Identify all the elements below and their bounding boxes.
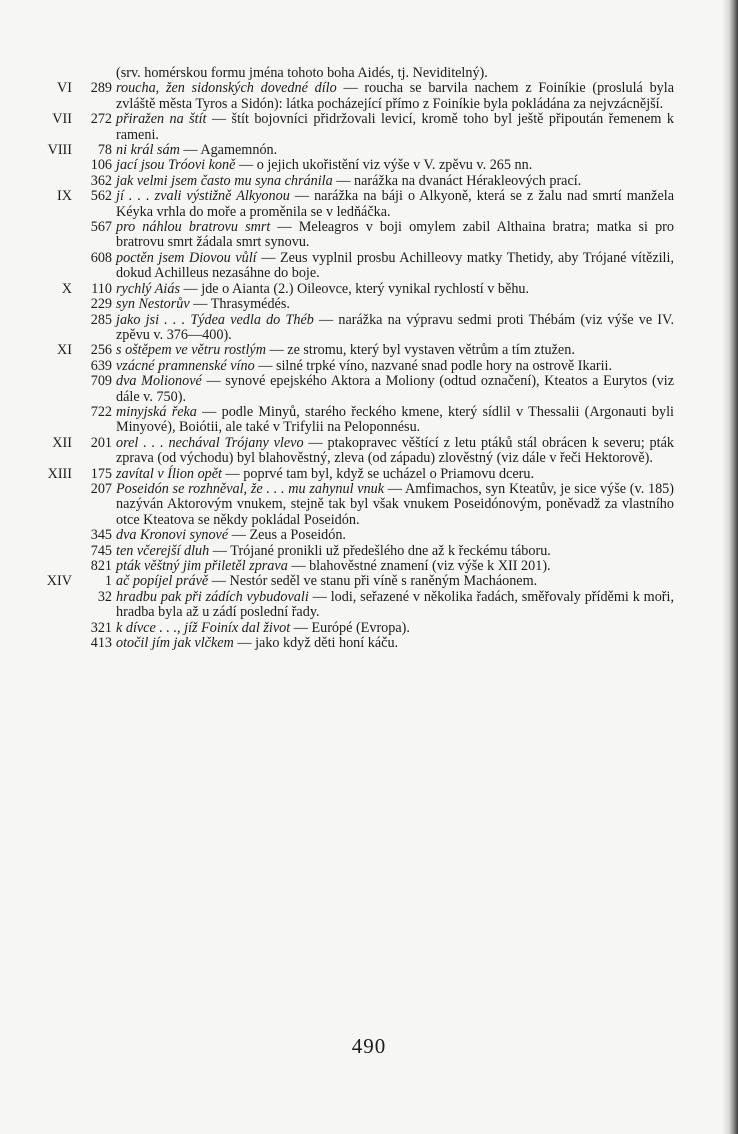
verse-number: 229 <box>90 296 112 313</box>
note-body <box>116 436 674 467</box>
note-lemma: pro náhlou bratrovu smrt <box>116 219 271 236</box>
note-text: — silné trpké víno, nazvané snad podle hory na ostrově Ikarii. <box>254 357 613 374</box>
verse-number: 821 <box>90 558 112 574</box>
note-body <box>116 574 674 589</box>
note-body <box>116 343 674 358</box>
book-number <box>26 374 72 405</box>
note-lemma: přiražen na štít <box>116 111 207 128</box>
note-lemma: k dívce . . ., jíž Foiníx dal život <box>116 619 291 636</box>
note-lemma: rychlý Aiás <box>116 280 180 297</box>
verse-number <box>76 66 112 81</box>
note-lemma: ni král sám <box>116 142 180 159</box>
note-lemma: jak velmi jsem často mu syna chránila <box>116 172 333 189</box>
note-entry <box>26 158 674 173</box>
note-body <box>116 482 674 528</box>
note-lemma: hradbu pak při zádích vybudovali <box>116 588 309 605</box>
verse-number: 362 <box>90 172 112 189</box>
note-text: — narážka na výpravu sedmi proti Thébám (viz výše ve IV. zpěvu v. 376—400). <box>116 311 674 343</box>
book-number <box>26 621 72 636</box>
book-number <box>26 482 72 528</box>
book-number <box>26 313 72 344</box>
note-text: — narážka na báji o Alkyoně, která se z žalu nad smrtí manžela Kéyka vrhla do moře a proměnila se v ledňáčka. <box>116 188 674 220</box>
note-body <box>116 544 674 559</box>
note-lemma: Poseidón se rozhněval, že . . . mu zahynul vnuk <box>116 480 385 497</box>
note-lemma: minyjská řeka <box>116 403 197 420</box>
note-body <box>116 66 674 81</box>
note-lemma: syn Nestorův <box>116 296 190 313</box>
note-text: — Meleagros v boji omylem zabil Althaina bratra; matka si pro bratrovu smrt žádala smrt synovu. <box>116 219 674 251</box>
note-lemma: pták věštný jim přiletěl zprava <box>116 558 288 574</box>
note-body <box>116 359 674 374</box>
note-entry <box>26 251 674 282</box>
verse-number: 608 <box>90 249 112 266</box>
verse-number: 289 <box>90 80 112 97</box>
verse-number: 562 <box>90 188 112 205</box>
note-entry <box>26 297 674 312</box>
verse-number: 345 <box>90 527 112 544</box>
book-number <box>26 636 72 651</box>
verse-number: 709 <box>90 373 112 390</box>
note-text: — lodi, seřazené v několika řadách, směřovaly příděmi k moři, hradba byla až u zádí poslední řady. <box>116 588 674 621</box>
note-text: — štít bojovníci přidržovali levicí, kromě toho byl ještě připoután řemenem k rameni. <box>116 111 674 143</box>
verse-number: 285 <box>90 311 112 328</box>
verse-number: 1 <box>104 573 112 590</box>
verse-number: 567 <box>90 219 112 236</box>
note-body <box>116 158 674 173</box>
verse-number: 78 <box>97 142 112 159</box>
note-text: — Zeus vyplnil prosbu Achilleovy matky Thetidy, aby Trójané vítězili, dokud Achilleus nezasáhne do boje. <box>116 249 674 282</box>
note-entry <box>26 436 674 467</box>
note-text: — Zeus a Poseidón. <box>228 527 346 544</box>
note-text: — narážka na dvanáct Hérakleových prací. <box>332 172 582 189</box>
book-number <box>26 405 72 436</box>
note-entry <box>26 81 674 112</box>
note-text: — Amfimachos, syn Kteatův, je sice výše (v. 185) nazýván Aktorovým vnukem, stejně tak byl však vnukem Poseidónovým, poněvadž za vlastního otce Kteatova se někdy pokládal Poseidón. <box>116 480 675 528</box>
note-lemma: poctěn jsem Diovou vůlí <box>116 249 257 266</box>
book-number <box>26 66 72 81</box>
note-lemma: vzácné pramnenské víno <box>116 357 255 374</box>
book-number: XIII <box>47 465 72 482</box>
note-body <box>116 405 674 436</box>
note-text: — Nestór seděl ve stanu při víně s raněným Macháonem. <box>208 573 538 590</box>
book-number <box>26 251 72 282</box>
note-lemma: jací jsou Tróovi koně <box>116 157 236 174</box>
book-number <box>26 158 72 173</box>
note-entry <box>26 482 674 528</box>
book-number: VIII <box>47 142 72 159</box>
note-lemma: jí . . . zvali výstižně Alkyonou <box>116 188 290 205</box>
book-number <box>26 528 72 543</box>
note-entry <box>26 544 674 559</box>
note-body <box>116 467 674 482</box>
note-entry <box>26 590 674 621</box>
note-lemma: jako jsi . . . Týdea vedla do Théb <box>116 311 314 328</box>
note-body <box>116 313 674 344</box>
note-entry <box>26 374 674 405</box>
note-entry <box>26 559 674 574</box>
note-text: — o jejich ukořistění viz výše v V. zpěvu v. 265 nn. <box>235 157 533 174</box>
book-number <box>26 220 72 251</box>
note-body <box>116 621 674 636</box>
book-number: XII <box>52 434 72 451</box>
note-entry <box>26 405 674 436</box>
page-number: 490 <box>351 1034 387 1058</box>
verse-number: 722 <box>90 403 112 420</box>
verse-number: 106 <box>90 157 112 174</box>
book-number <box>26 297 72 312</box>
verse-number: 175 <box>90 465 112 482</box>
book-number: IX <box>57 188 72 205</box>
note-entry <box>26 343 674 358</box>
note-text: — Európé (Evropa). <box>290 619 410 636</box>
note-entry <box>26 112 674 143</box>
note-body <box>116 297 674 312</box>
book-number <box>26 359 72 374</box>
note-entry <box>26 359 674 374</box>
note-body <box>116 174 674 189</box>
verse-number: 32 <box>97 588 112 605</box>
note-text: — Trójané pronikli už předešlého dne až k řeckému táboru. <box>209 542 551 559</box>
commentary-notes <box>26 66 674 651</box>
note-lemma: roucha, žen sidonských dovedné dílo <box>116 80 337 97</box>
note-entry <box>26 189 674 220</box>
note-body <box>116 189 674 220</box>
note-lemma: dva Molionové <box>116 373 202 390</box>
note-text: — jde o Aianta (2.) Oileovce, který vynikal rychlostí v běhu. <box>179 280 530 297</box>
book-number <box>26 544 72 559</box>
note-lemma: zavítal v Ílion opět <box>116 465 222 482</box>
book-number: VII <box>52 111 72 128</box>
note-body <box>116 282 674 297</box>
verse-number: 207 <box>90 480 112 497</box>
note-text: — blahověstné znamení (viz výše k XII 201). <box>287 558 551 574</box>
note-entry <box>26 528 674 543</box>
note-text: — roucha se barvila nachem z Foiníkie (proslulá byla zvláště města Tyros a Sidón): látka pocházející přímo z Foiníkie byla pokládána za nejvzácnější. <box>116 80 675 112</box>
note-body <box>116 636 674 651</box>
note-text: — Agamemnón. <box>179 142 278 159</box>
note-entry <box>26 66 674 81</box>
verse-number: 413 <box>90 635 112 652</box>
note-body <box>116 112 674 143</box>
note-text: — synové epejského Aktora a Moliony (odtud označení), Kteatos a Eurytos (viz dále v. 750). <box>116 373 675 405</box>
book-number: XIV <box>46 573 72 590</box>
verse-number: 272 <box>90 111 112 128</box>
book-number <box>26 174 72 189</box>
verse-number: 321 <box>90 619 112 636</box>
note-text: — ze stromu, který byl vystaven větrům a tím ztužen. <box>265 342 575 359</box>
note-text: — ptakopravec věštící z letu ptáků stál obrácen k severu; pták zprava (od východu) byl blahověstný, zleva (od západu) zlověstný (viz dále v řeči Hektorově). <box>116 434 674 467</box>
book-number <box>26 590 72 621</box>
note-text: — Thrasymédés. <box>189 296 290 313</box>
note-text: (srv. homérskou formu jména tohoto boha Aidés, tj. Neviditelný). <box>116 65 488 81</box>
note-lemma: otočil jím jak vlčkem <box>116 635 234 652</box>
verse-number: 639 <box>90 357 112 374</box>
note-entry <box>26 467 674 482</box>
note-entry <box>26 574 674 589</box>
note-entry <box>26 282 674 297</box>
note-text: — podle Minyů, starého řeckého kmene, který sídlil v Thessalii (Argonauti byli Minyové), Boiótii, ale také v Trifylii na Peloponnésu. <box>116 403 674 436</box>
note-body <box>116 590 674 621</box>
book-number: VI <box>57 80 72 97</box>
note-lemma: ten včerejší dluh <box>116 542 210 559</box>
note-entry <box>26 621 674 636</box>
note-entry <box>26 313 674 344</box>
note-lemma: orel . . . nechával Trójany vlevo <box>116 434 304 451</box>
note-body <box>116 528 674 543</box>
note-lemma: s oštěpem ve větru rostlým <box>116 342 266 359</box>
note-entry <box>26 174 674 189</box>
note-body <box>116 143 674 158</box>
note-body <box>116 81 674 112</box>
verse-number: 201 <box>90 434 112 451</box>
note-entry <box>26 143 674 158</box>
book-number: X <box>61 280 72 297</box>
note-entry <box>26 220 674 251</box>
note-body <box>116 374 674 405</box>
page-binding-edge <box>722 0 738 1134</box>
note-entry <box>26 636 674 651</box>
verse-number: 745 <box>90 542 112 559</box>
book-number: XI <box>57 342 72 359</box>
note-text: — jako když děti honí káču. <box>233 635 399 652</box>
note-text: — poprvé tam byl, když se ucházel o Priamovu dceru. <box>222 465 535 482</box>
book-number <box>26 559 72 574</box>
note-lemma: ač popíjel právě <box>116 573 209 590</box>
note-lemma: dva Kronovi synové <box>116 527 229 544</box>
verse-number: 256 <box>90 342 112 359</box>
note-body <box>116 220 674 251</box>
note-body <box>116 251 674 282</box>
note-body <box>116 559 674 574</box>
verse-number: 110 <box>91 280 112 297</box>
